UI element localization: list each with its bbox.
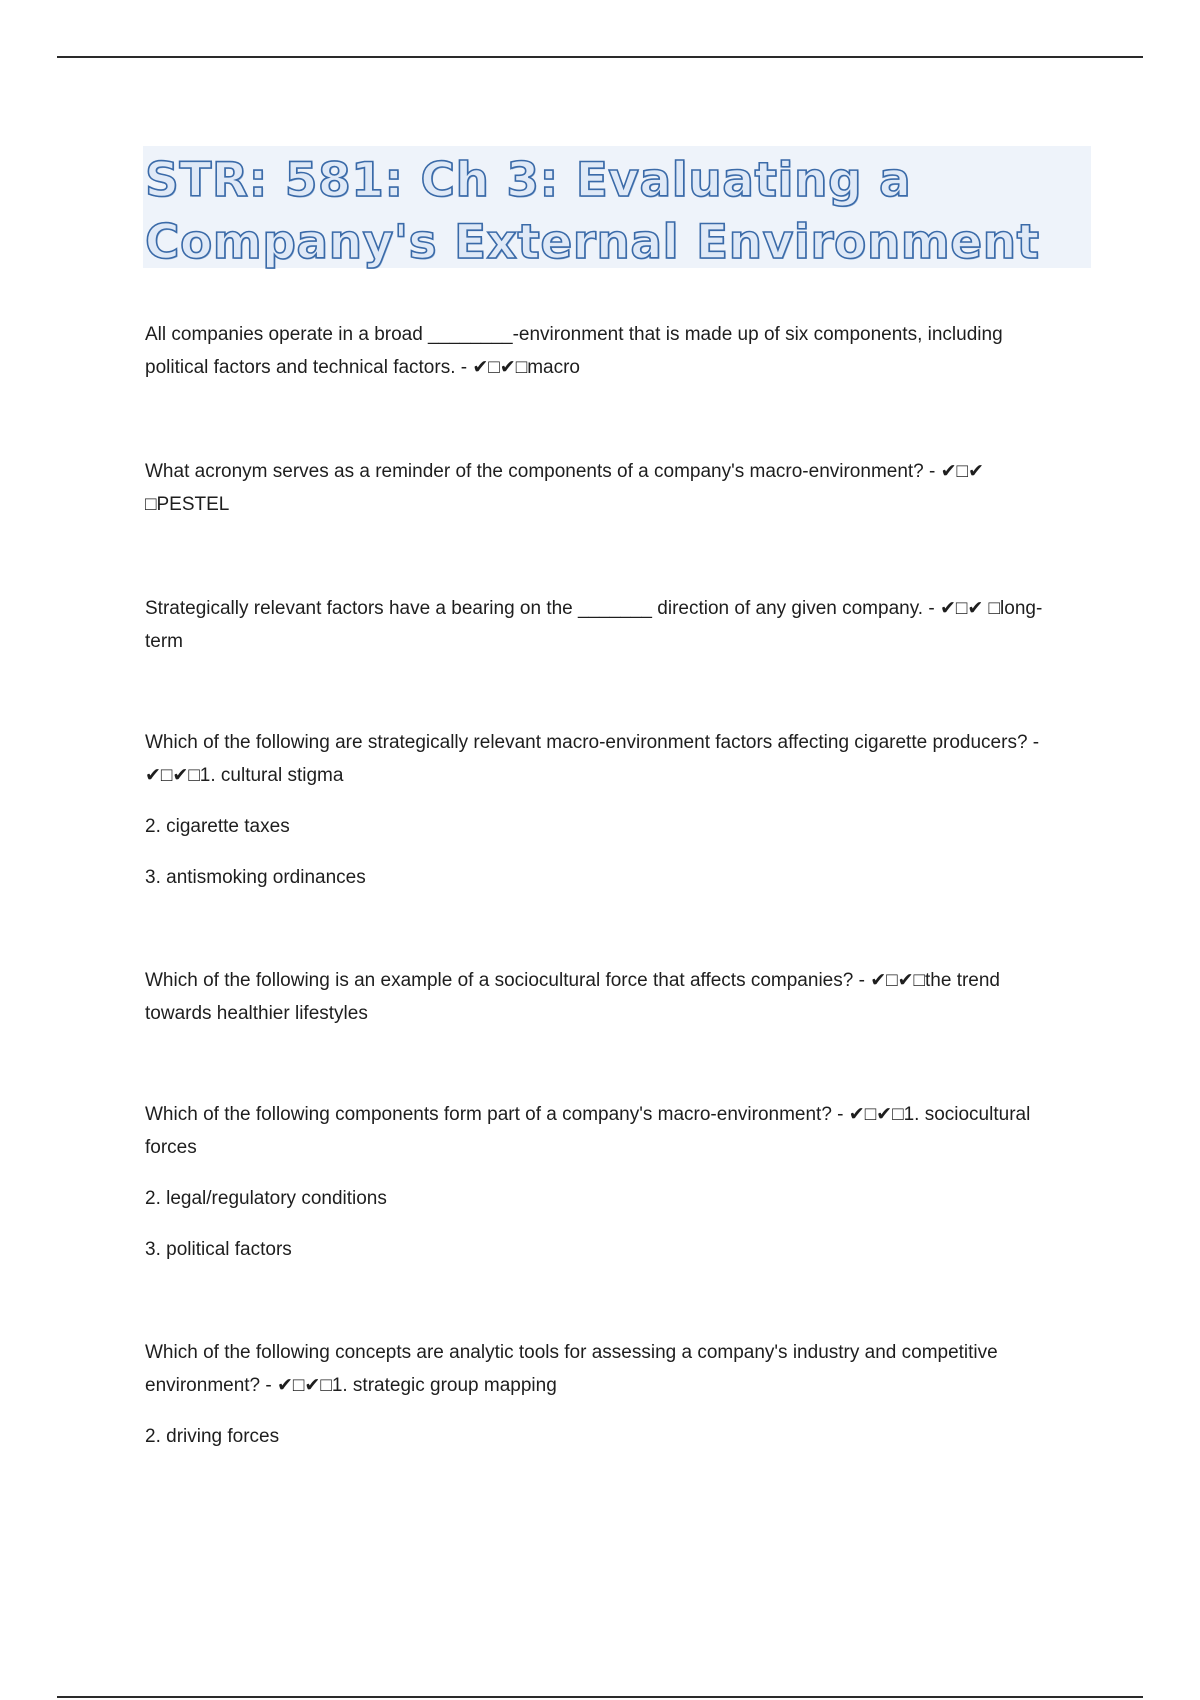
answer-item: 3. political factors bbox=[145, 1239, 292, 1260]
check-separator: - ✔□✔□ bbox=[853, 970, 925, 991]
question-text: All companies operate in a broad ________-environment that is made up of six components, including political factors and technical factors. bbox=[145, 324, 1003, 378]
answer-text: macro bbox=[527, 357, 580, 378]
question-text: Which of the following components form part of a company's macro-environment? bbox=[145, 1104, 832, 1125]
check-separator: - ✔□✔□ bbox=[260, 1375, 332, 1396]
question-text: Strategically relevant factors have a bearing on the _______ direction of any given company. bbox=[145, 598, 924, 619]
answer-text: PESTEL bbox=[156, 494, 230, 515]
check-separator: - ✔□✔ □ bbox=[923, 598, 1001, 619]
check-separator: - ✔□✔□ bbox=[831, 1104, 904, 1125]
answer-item: 2. legal/regulatory conditions bbox=[145, 1188, 387, 1209]
question-answer bbox=[145, 726, 1065, 792]
answer-text: the trend towards healthier lifestyles bbox=[145, 970, 1000, 1024]
check-separator: - ✔□✔□ bbox=[145, 732, 1040, 786]
flashcard bbox=[145, 726, 1065, 894]
question-answer bbox=[145, 455, 1065, 521]
question-text: What acronym serves as a reminder of the components of a company's macro-environment? bbox=[145, 461, 924, 482]
flashcard bbox=[145, 455, 1065, 549]
answer-text: 1. strategic group mapping bbox=[331, 1375, 557, 1396]
answer-item: 2. driving forces bbox=[145, 1426, 280, 1447]
flashcard bbox=[145, 592, 1065, 686]
question-answer bbox=[145, 592, 1065, 658]
flashcard-list bbox=[145, 318, 1065, 1453]
question-answer bbox=[145, 964, 1065, 1030]
page-title: STR: 581: Ch 3: Evaluating a Company's External Environment bbox=[145, 153, 1040, 270]
bottom-rule bbox=[57, 1696, 1143, 1698]
answer-text: 1. sociocultural forces bbox=[145, 1104, 1031, 1158]
flashcard bbox=[145, 1336, 1065, 1453]
check-separator: - ✔□✔□ bbox=[455, 357, 528, 378]
question-answer bbox=[145, 1336, 1065, 1402]
flashcard bbox=[145, 1098, 1065, 1266]
answer-text: long-term bbox=[145, 598, 1043, 652]
top-rule bbox=[57, 56, 1143, 58]
answer-item: 3. antismoking ordinances bbox=[145, 867, 366, 888]
check-separator: - ✔□✔ □ bbox=[145, 461, 984, 515]
question-answer bbox=[145, 1098, 1065, 1164]
flashcard bbox=[145, 964, 1065, 1058]
answer-item: 2. cigarette taxes bbox=[145, 816, 290, 837]
question-answer bbox=[145, 318, 1065, 384]
question-text: Which of the following is an example of a sociocultural force that affects companies? bbox=[145, 970, 854, 991]
answer-text: 1. cultural stigma bbox=[199, 765, 344, 786]
question-text: Which of the following concepts are analytic tools for assessing a company's industry and competitive environment? bbox=[145, 1342, 998, 1396]
flashcard bbox=[145, 318, 1065, 412]
question-text: Which of the following are strategically relevant macro-environment factors affecting cigarette producers? bbox=[145, 732, 1028, 753]
